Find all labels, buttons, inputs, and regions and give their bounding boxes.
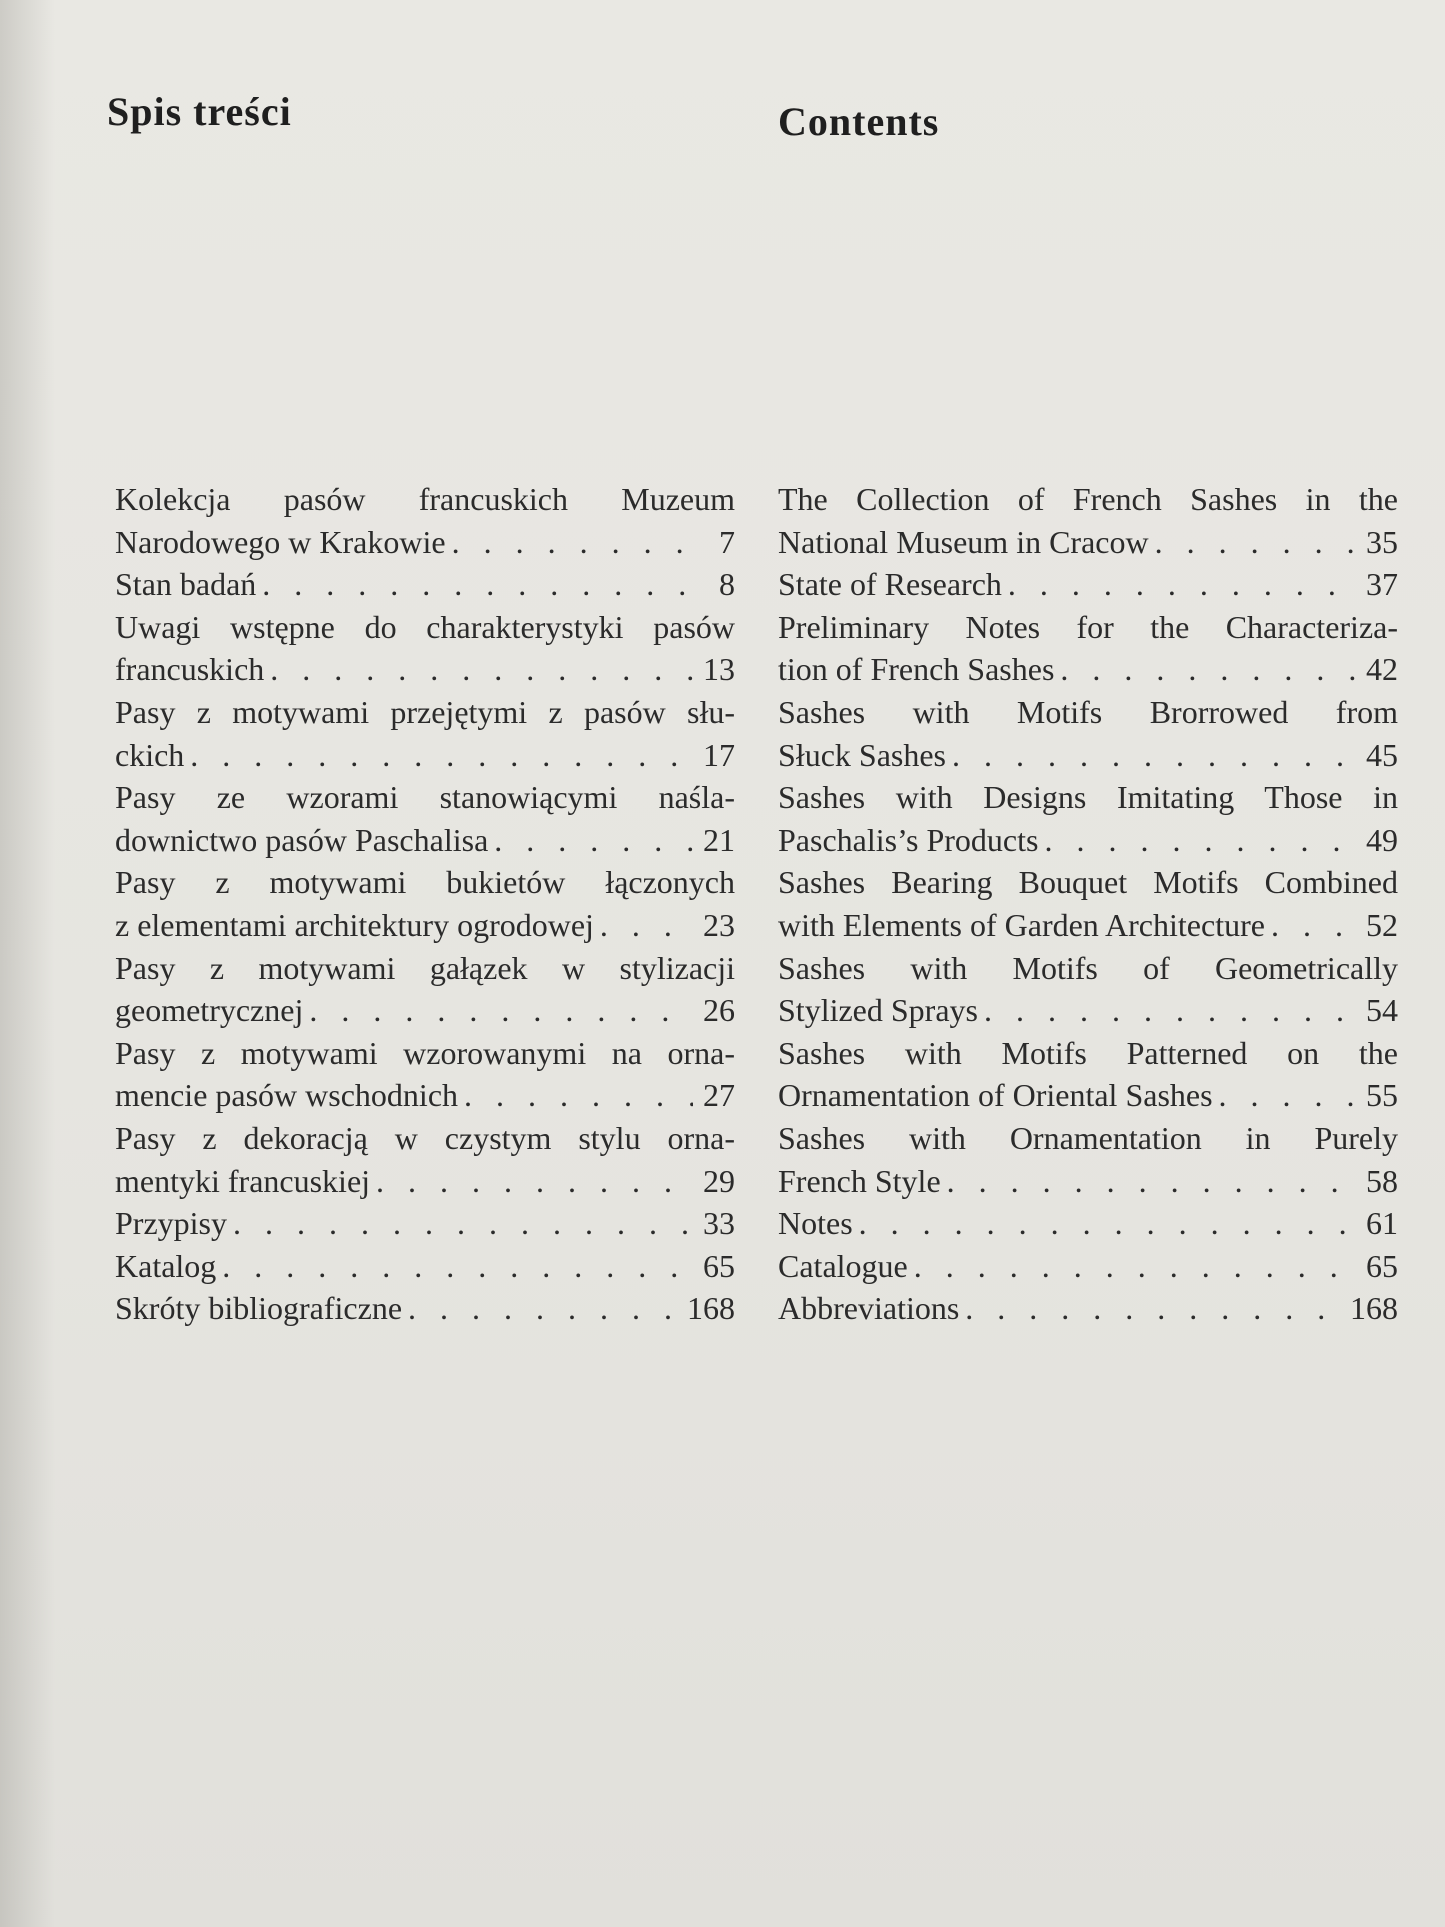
page-number: 29	[703, 1162, 735, 1199]
dot-leader	[859, 1202, 1356, 1245]
toc-entry	[115, 776, 735, 861]
toc-entry	[115, 947, 735, 1032]
toc-entry-title: with Elements of Garden Architecture	[778, 906, 1265, 943]
toc-entry-title: ckich	[115, 736, 185, 773]
toc-entry-last-line	[115, 563, 735, 606]
toc-entry-last-line	[778, 1287, 1398, 1330]
toc-entry	[115, 861, 735, 946]
dot-leader	[262, 563, 709, 606]
page-number: 45	[1366, 736, 1398, 773]
toc-entry-line: Sashes with Motifs Patterned on the	[778, 1034, 1398, 1071]
toc-entry-title: National Museum in Cracow	[778, 523, 1149, 560]
toc-entry-title: Przypisy	[115, 1205, 227, 1242]
toc-entry	[778, 606, 1398, 691]
toc-entry-last-line	[115, 1160, 735, 1203]
toc-entry-last-line	[115, 521, 735, 564]
dot-leader	[965, 1287, 1340, 1330]
toc-entry-last-line	[115, 1202, 735, 1245]
page-number: 8	[719, 566, 735, 603]
toc-entry-title: downictwo pasów Paschalisa	[115, 821, 489, 858]
page-number: 55	[1366, 1077, 1398, 1114]
page-number: 168	[1350, 1290, 1398, 1327]
toc-entry-line: Pasy z motywami wzorowanymi na orna-	[115, 1034, 735, 1071]
dot-leader	[600, 904, 693, 947]
dot-leader	[464, 1074, 693, 1117]
toc-entry-last-line	[115, 1074, 735, 1117]
toc-entry-line: Sashes with Designs Imitating Those in	[778, 779, 1398, 816]
toc-entry-last-line	[778, 1160, 1398, 1203]
toc-entry	[778, 1287, 1398, 1330]
toc-entry-last-line	[115, 648, 735, 691]
toc-entry-title: tion of French Sashes	[778, 651, 1055, 688]
dot-leader	[1155, 521, 1356, 564]
toc-entry	[778, 861, 1398, 946]
toc-entry-title: Skróty bibliograficzne	[115, 1290, 403, 1327]
toc-entry	[778, 947, 1398, 1032]
toc-entry-title: Stylized Sprays	[778, 992, 978, 1029]
page-number: 23	[703, 906, 735, 943]
toc-entry	[778, 691, 1398, 776]
toc-entry-last-line	[778, 1202, 1398, 1245]
dot-leader	[309, 989, 693, 1032]
toc-entry-line: The Collection of French Sashes in the	[778, 481, 1398, 517]
toc-entry	[778, 1032, 1398, 1117]
toc-entry-last-line	[778, 1245, 1398, 1288]
toc-entry-title: Notes	[778, 1205, 853, 1242]
toc-entry-title: z elementami architektury ogrodowej	[115, 906, 594, 943]
toc-entry-last-line	[778, 734, 1398, 777]
toc-entry	[115, 1117, 735, 1202]
page-number: 17	[703, 736, 735, 773]
dot-leader	[1008, 563, 1356, 606]
toc-entry-title: Catalogue	[778, 1247, 908, 1284]
page-number: 27	[703, 1077, 735, 1114]
dot-leader	[984, 989, 1356, 1032]
toc-entry-last-line	[115, 1245, 735, 1288]
toc-entry	[115, 563, 735, 606]
heading-english: Contents	[778, 99, 940, 144]
page-number: 21	[703, 821, 735, 858]
dot-leader	[233, 1202, 693, 1245]
dot-leader	[914, 1245, 1356, 1288]
page-number: 54	[1366, 992, 1398, 1029]
dot-leader	[494, 819, 693, 862]
toc-entry-title: mentyki francuskiej	[115, 1162, 371, 1199]
toc-entry-line: Pasy z motywami gałązek w stylizacji	[115, 949, 735, 986]
toc-entry-line: Sashes with Motifs of Geometrically	[778, 949, 1398, 986]
page-number: 7	[719, 523, 735, 560]
toc-entry-title: French Style	[778, 1162, 941, 1199]
toc-entry-line: Uwagi wstępne do charakterystyki pasów	[115, 608, 735, 645]
page-number: 58	[1366, 1162, 1398, 1199]
page-number: 35	[1366, 523, 1398, 560]
toc-entry-line: Pasy z motywami przejętymi z pasów słu-	[115, 693, 735, 730]
page-number: 65	[703, 1247, 735, 1284]
page-number: 37	[1366, 566, 1398, 603]
toc-entry-line: Preliminary Notes for the Characteriza-	[778, 608, 1398, 645]
toc-entry-last-line	[778, 563, 1398, 606]
dot-leader	[1219, 1074, 1356, 1117]
toc-entry-title: francuskich	[115, 651, 265, 688]
toc-entry	[115, 606, 735, 691]
toc-entry	[115, 478, 735, 563]
toc-entry-line: Sashes with Ornamentation in Purely	[778, 1119, 1398, 1156]
toc-entry-last-line	[778, 521, 1398, 564]
toc-entry-title: mencie pasów wschodnich	[115, 1077, 459, 1114]
toc-entry-last-line	[778, 648, 1398, 691]
toc-entry-last-line	[115, 819, 735, 862]
toc-english-column	[778, 478, 1398, 1330]
dot-leader	[947, 1160, 1356, 1203]
toc-entry-title: Stan badań	[115, 566, 257, 603]
toc-entry-last-line	[778, 819, 1398, 862]
toc-entry-title: Narodowego w Krakowie	[115, 523, 446, 560]
toc-entry	[115, 1202, 735, 1245]
toc-entry-last-line	[778, 904, 1398, 947]
dot-leader	[1060, 648, 1356, 691]
toc-entry	[115, 1245, 735, 1288]
page-number: 52	[1366, 906, 1398, 943]
dot-leader	[270, 648, 693, 691]
toc-entry	[778, 1117, 1398, 1202]
dot-leader	[376, 1160, 693, 1203]
toc-entry-line: Pasy z motywami bukietów łączonych	[115, 864, 735, 901]
dot-leader	[1044, 819, 1356, 862]
dot-leader	[408, 1287, 677, 1330]
page-gutter-shadow	[0, 0, 55, 1927]
toc-entry	[778, 1245, 1398, 1288]
page-number: 26	[703, 992, 735, 1029]
toc-polish-column	[115, 478, 735, 1330]
toc-entry-title: Katalog	[115, 1247, 217, 1284]
page-number: 13	[703, 651, 735, 688]
toc-entry	[778, 1202, 1398, 1245]
toc-entry-line: Sashes Bearing Bouquet Motifs Combined	[778, 864, 1398, 901]
toc-entry-line: Sashes with Motifs Brorrowed from	[778, 693, 1398, 730]
toc-entry	[778, 776, 1398, 861]
toc-entry	[115, 1287, 735, 1330]
toc-entry-title: Paschalis’s Products	[778, 821, 1039, 858]
dot-leader	[1271, 904, 1356, 947]
toc-entry-title: Abbreviations	[778, 1290, 960, 1327]
page-number: 168	[687, 1290, 735, 1327]
toc-entry-title: geometrycznej	[115, 992, 304, 1029]
toc-entry-title: Słuck Sashes	[778, 736, 946, 773]
dot-leader	[222, 1245, 693, 1288]
toc-entry-title: State of Research	[778, 566, 1002, 603]
dot-leader	[952, 734, 1356, 777]
toc-entry-last-line	[115, 734, 735, 777]
page-number: 42	[1366, 651, 1398, 688]
toc-entry-title: Ornamentation of Oriental Sashes	[778, 1077, 1213, 1114]
page-number: 33	[703, 1205, 735, 1242]
toc-entry	[115, 1032, 735, 1117]
toc-entry-last-line	[115, 989, 735, 1032]
page-number: 65	[1366, 1247, 1398, 1284]
toc-entry-line: Pasy z dekoracją w czystym stylu orna-	[115, 1119, 735, 1156]
heading-polish: Spis treści	[107, 89, 292, 134]
page-number: 49	[1366, 821, 1398, 858]
toc-entry-last-line	[115, 904, 735, 947]
dot-leader	[190, 734, 693, 777]
toc-entry	[115, 691, 735, 776]
dot-leader	[452, 521, 709, 564]
page-number: 61	[1366, 1205, 1398, 1242]
toc-entry-line: Kolekcja pasów francuskich Muzeum	[115, 481, 735, 517]
toc-entry	[778, 478, 1398, 563]
toc-entry	[778, 563, 1398, 606]
toc-entry-line: Pasy ze wzorami stanowiącymi naśla-	[115, 779, 735, 816]
toc-entry-last-line	[778, 989, 1398, 1032]
toc-entry-last-line	[115, 1287, 735, 1330]
toc-entry-last-line	[778, 1074, 1398, 1117]
